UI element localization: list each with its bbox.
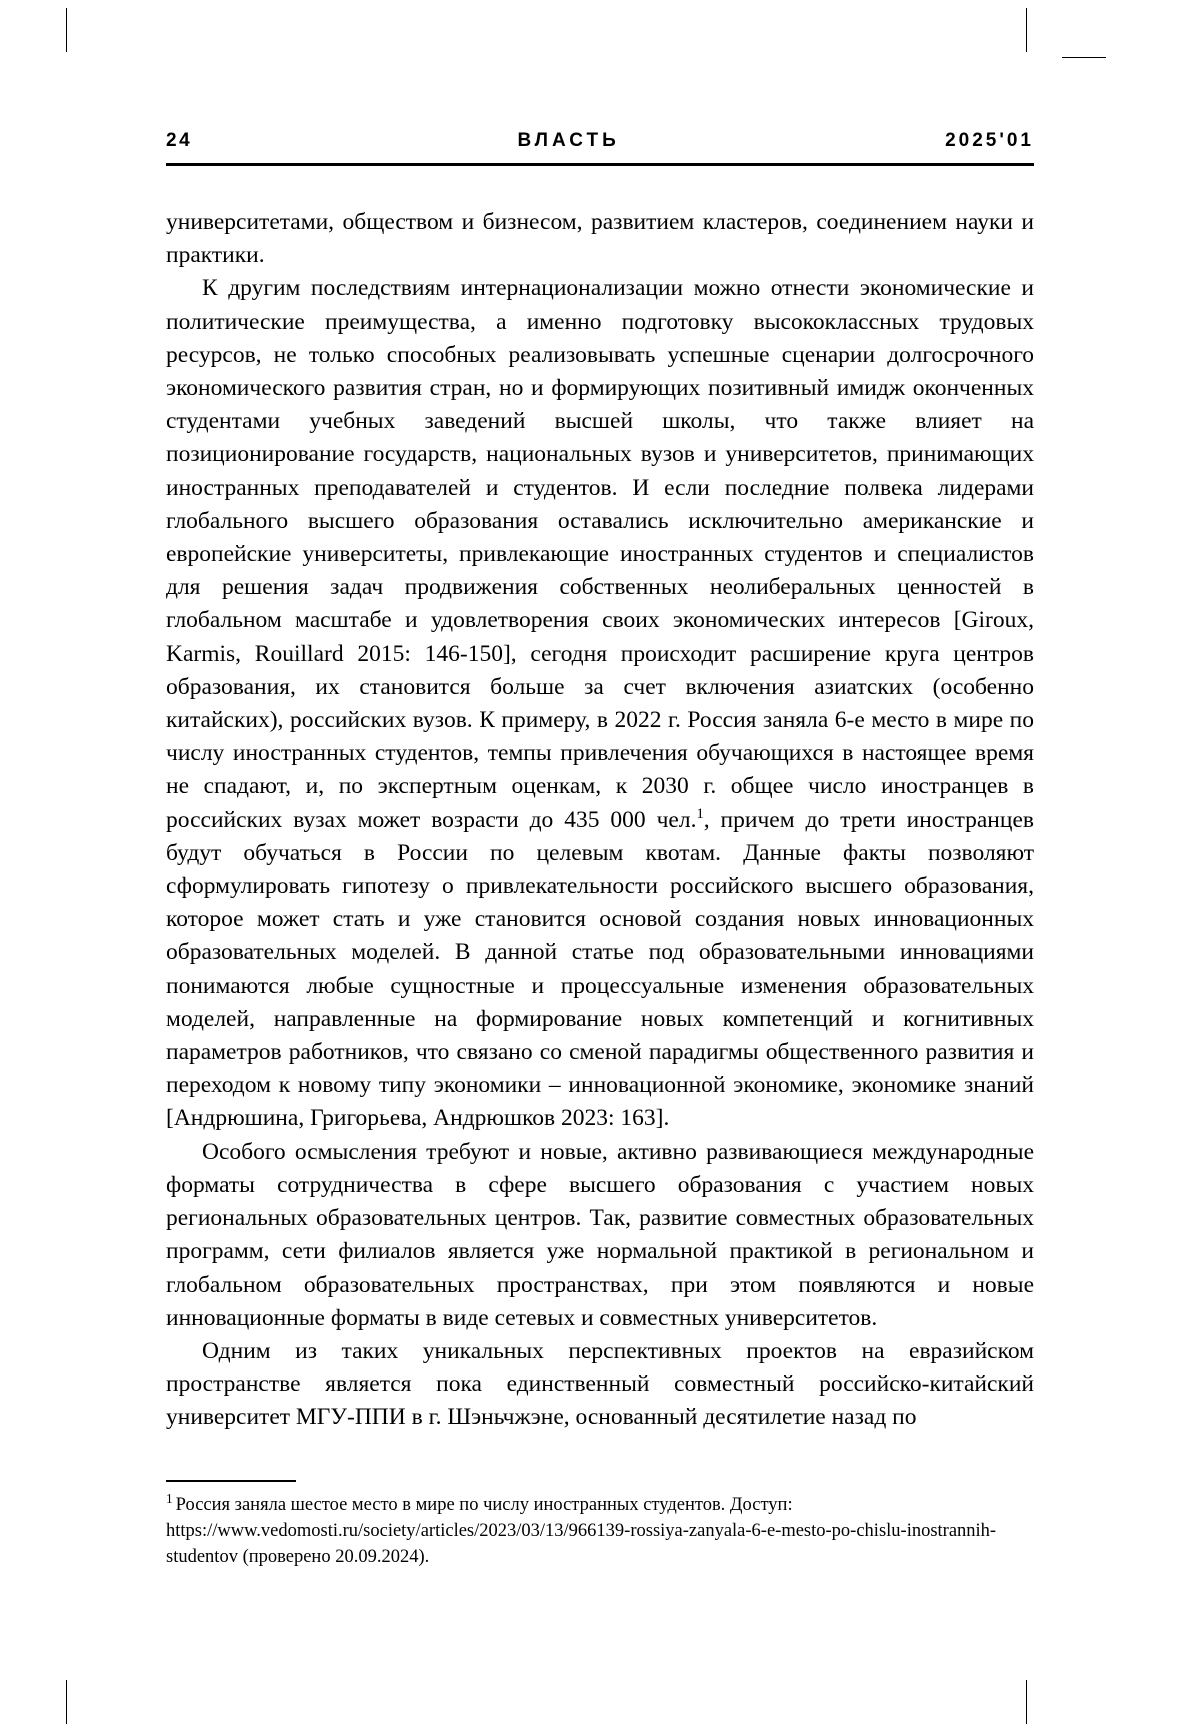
footnote-reference-marker[interactable]: 1 <box>696 805 704 822</box>
running-head-rule <box>166 163 1034 166</box>
body-text-column <box>166 206 1034 1435</box>
crop-mark-top-left <box>66 8 67 52</box>
footnote-separator-rule <box>166 1480 296 1482</box>
journal-title: ВЛАСТЬ <box>517 130 620 151</box>
footnote-text: Россия заняла шестое место в мире по числу иностранных студентов. Доступ: https://www.vedomosti.ru/society/articles/2023/03/13/966139-rossiya-zanyala-6-e-mesto-po-chislu-inostrannih-studentov (проверено 20.09.2024). <box>166 1495 997 1567</box>
paragraph: Одним из таких уникальных перспективных проектов на евразийском пространстве является пока единственный совместный российско-китайский университет МГУ-ППИ в г. Шэньчжэне, основанный десятилетие назад по <box>166 1337 1034 1431</box>
crop-mark-top-right-horizontal <box>1062 57 1106 58</box>
paragraph-text-part: К другим последствиям интернационализации можно отнести экономические и политические преимущества, а именно подготовку высококлассных трудовых ресурсов, не только способных реализовывать успешные сценарии долгосрочного экономического развития стран, но и формирующих позитивный имидж оконченных студентами учебных заведений высшей школы, что также влияет на позиционирование государств, национальных вузов и университетов, принимающих иностранных преподавателей и студентов. И если последние полвека лидерами глобального высшего образования оставались исключительно американские и европейские университеты, привлекающие иностранных студентов и специалистов для решения задач продвижения собственных неолиберальных ценностей в глобальном масштабе и удовлетворения своих экономических интересов [Giroux, Karmis, Rouillard 2015: 146-150], сегодня происходит расширение круга центров образования, их становится больше за счет включения азиатских (особенно китайских), российских вузов. К примеру, в 2022 г. Россия заняла 6-е место в мире по числу иностранных студентов, темпы привлечения обучающихся в настоящее время не спадают, и, по экспертным оценкам, к 2030 г. общее число иностранцев в российских вузах может возрасти до 435 000 чел. <box>166 275 1034 833</box>
crop-mark-top-right <box>1026 8 1027 52</box>
page-number: 24 <box>166 130 193 151</box>
paragraph: Особого осмысления требуют и новые, активно развивающиеся международные форматы сотрудничества в сфере высшего образования с участием новых региональных образовательных центров. Так, развитие совместных образовательных программ, сети филиалов является уже нормальной практикой в региональном и глобальном образовательных пространствах, при этом появляются и новые инновационные форматы в виде сетевых и совместных университетов. <box>166 1138 1034 1331</box>
paragraph <box>166 272 1034 1135</box>
footnote-marker: 1 <box>166 1490 173 1506</box>
crop-mark-bottom-right <box>1026 1680 1027 1724</box>
crop-mark-bottom-left <box>66 1680 67 1724</box>
paragraph: университетами, обществом и бизнесом, развитием кластеров, соединением науки и практики. <box>166 209 1034 269</box>
paragraph-text-part: , причем до трети иностранцев будут обучаться в России по целевым квотам. Данные факты позволяют сформулировать гипотезу о привлекательности российского высшего образования, которое может стать и уже становится основой создания новых инновационных образовательных моделей. В данной статье под образовательными инновациями понимаются любые сущностные и процессуальные изменения образовательных моделей, направленные на формирование новых компетенций и когнитивных параметров работников, что связано со сменой парадигмы общественного развития и переходом к новому типу экономики – инновационной экономике, экономике знаний [Андрюшина, Григорьева, Андрюшков 2023: 163]. <box>166 806 1034 1132</box>
footnote <box>166 1492 1034 1570</box>
running-head <box>166 130 1034 152</box>
issue-number: 2025'01 <box>945 130 1034 151</box>
